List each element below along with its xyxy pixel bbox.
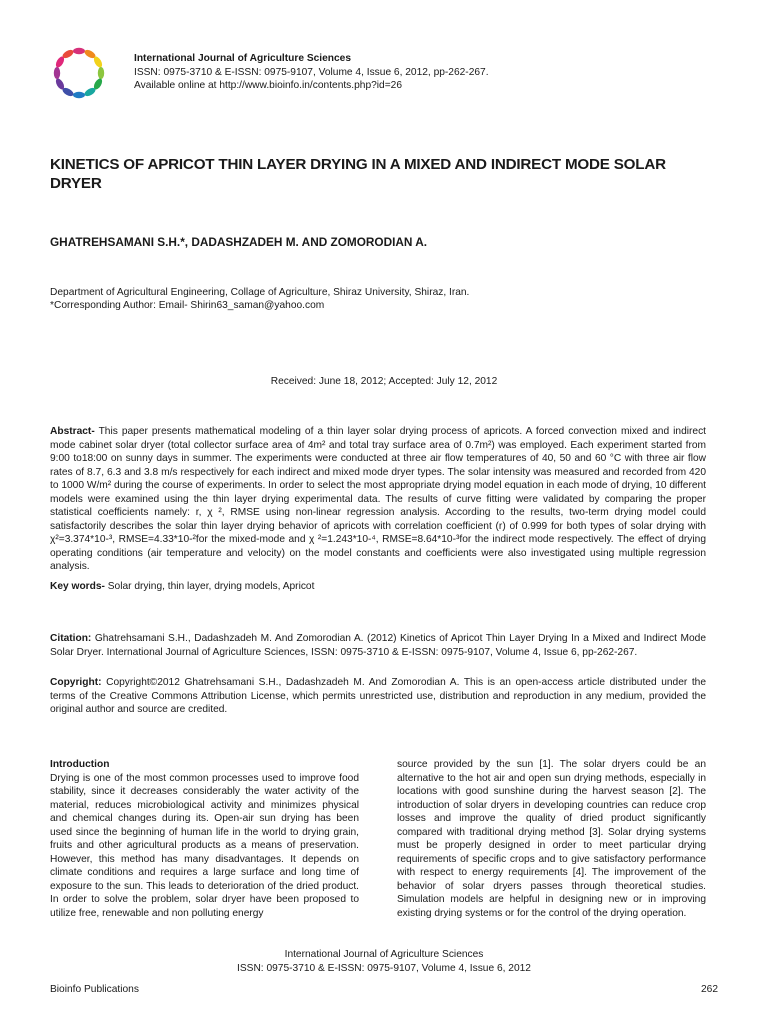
journal-header xyxy=(134,52,734,93)
abstract-text: This paper presents mathematical modeling of a thin layer solar drying process of apricots. A forced convection mixed and indirect mode cabinet solar dryer (total collector surface area of 4m² and total tray surface area of 0.7m²) was employed. Each experiment started from 9:00 to18:00 on sunny days in summer. The experiments were conducted at three air flow temperatures of 40, 50 and 60 °C with three air flow rates of 8.7, 6.3 and 3.8 m/s respectively for each indirect and mixed mode dryer types. The solar intensity was measured and recorded from 420 to 1000 W/m² during the course of experiments. In order to select the most appropriate drying model equation in each mode of drying, 10 different models were examined using the thin layer drying experimental data. The results of curve fitting were validated by comparing the proper statistical coefficients namely: r, χ ², RMSE using non-linear regression analysis. According to the results, two-term drying model could satisfactorily describes the solar thin layer drying behavior of apricots with correlation coefficient (r) of 0.999 for both types of solar drying with χ²=3.374*10-³, RMSE=4.33*10-²for the mixed-mode and χ ²=1.243*10-⁴, RMSE=8.64*10-³for the indirect mode respectively. The effect of drying operating conditions (air temperature and velocity) on the model constants and coefficients were also investigated using multiple regression analysis. xyxy=(50,426,706,572)
corresponding-author: *Corresponding Author: Email- Shirin63_saman@yahoo.com xyxy=(50,300,325,312)
journal-online-link[interactable]: Available online at http://www.bioinfo.in/contents.php?id=26 xyxy=(134,80,402,92)
journal-issn: ISSN: 0975-3710 & E-ISSN: 0975-9107, Volume 4, Issue 6, 2012, pp-262-267. xyxy=(134,66,489,78)
affiliation-department: Department of Agricultural Engineering, Collage of Agriculture, Shiraz University, Shiraz, Iran. xyxy=(50,287,470,298)
journal-name: International Journal of Agriculture Sciences xyxy=(134,53,352,64)
copyright-text: Copyright©2012 Ghatrehsamani S.H., Dadashzadeh M. And Zomorodian A. This is an open-access article distributed under the terms of the Creative Commons Attribution License, which permits unrestricted use, distribution and reproduction in any medium, provided the original author and source are credited. xyxy=(50,677,706,715)
article-title: KINETICS OF APRICOT THIN LAYER DRYING IN A MIXED AND INDIRECT MODE SOLAR DRYER xyxy=(50,156,666,192)
received-dates: Received: June 18, 2012; Accepted: July 12, 2012 xyxy=(270,376,498,387)
copyright-label: Copyright: xyxy=(50,677,102,688)
intro-column-right xyxy=(397,758,706,920)
logo-ring-icon xyxy=(48,42,110,104)
keywords-label: Key words- xyxy=(50,581,105,592)
footer-journal-name: International Journal of Agriculture Sciences xyxy=(284,949,484,960)
page-number: 262 xyxy=(701,984,718,995)
intro-heading: Introduction xyxy=(50,759,110,770)
citation-label: Citation: xyxy=(50,633,92,644)
citation-text: Ghatrehsamani S.H., Dadashzadeh M. And Zomorodian A. (2012) Kinetics of Apricot Thin Layer Drying In a Mixed and Indirect Mode Solar Dryer. International Journal of Agriculture Sciences, ISSN: 0975-3710 & E-ISSN: 0975-9107, Volume 4, Issue 6, pp-262-267. xyxy=(50,633,706,658)
abstract xyxy=(50,425,706,574)
footer-journal xyxy=(0,948,768,975)
intro-text-right: source provided by the sun [1]. The solar dryers could be an alternative to the hot air and open sun drying methods, especially in locations with good sunshine during the harvest season [2]. The introduction of solar dryers in developing countries can reduce crop losses and improve the quality of dried product significantly compared with traditional drying method [3]. Solar drying systems must be properly designed in order to meet particular drying requirements of specific crops and to give satisfactory performance with respect to energy requirements [4]. The improvement of the behavior of solar dryers passes through theoretical studies. Simulation models are helpful in designing new or in improving existing drying systems or for the control of the drying operation. xyxy=(397,759,706,919)
keywords-text: Solar drying, thin layer, drying models, Apricot xyxy=(104,581,315,592)
affiliation-block xyxy=(50,286,710,313)
abstract-label: Abstract- xyxy=(50,426,95,437)
copyright xyxy=(50,676,706,717)
footer-issn: ISSN: 0975-3710 & E-ISSN: 0975-9107, Volume 4, Issue 6, 2012 xyxy=(237,962,531,974)
footer-publisher: Bioinfo Publications xyxy=(50,984,139,995)
intro-column-left xyxy=(50,758,359,920)
citation xyxy=(50,632,706,659)
journal-logo xyxy=(48,42,110,104)
keywords xyxy=(50,580,706,594)
intro-text-left: Drying is one of the most common processes used to improve food stability, since it decreases considerably the water activity of the material, reduces microbiological activity and minimizes physical and chemical changes during its. Open-air sun drying has been used since the beginning of human life in the world to drying grain, fruits and other agricultural products as a means of preservation. However, this method has many disadvantages. It depends on climate conditions and requires a large surface and long time of exposure to the sun. This leads to deterioration of the dried product. In order to solve the problem, solar dryer have been proposed to utilize free, renewable and non polluting energy xyxy=(50,772,359,919)
article-authors: GHATREHSAMANI S.H.*, DADASHZADEH M. AND ZOMORODIAN A. xyxy=(50,235,428,249)
